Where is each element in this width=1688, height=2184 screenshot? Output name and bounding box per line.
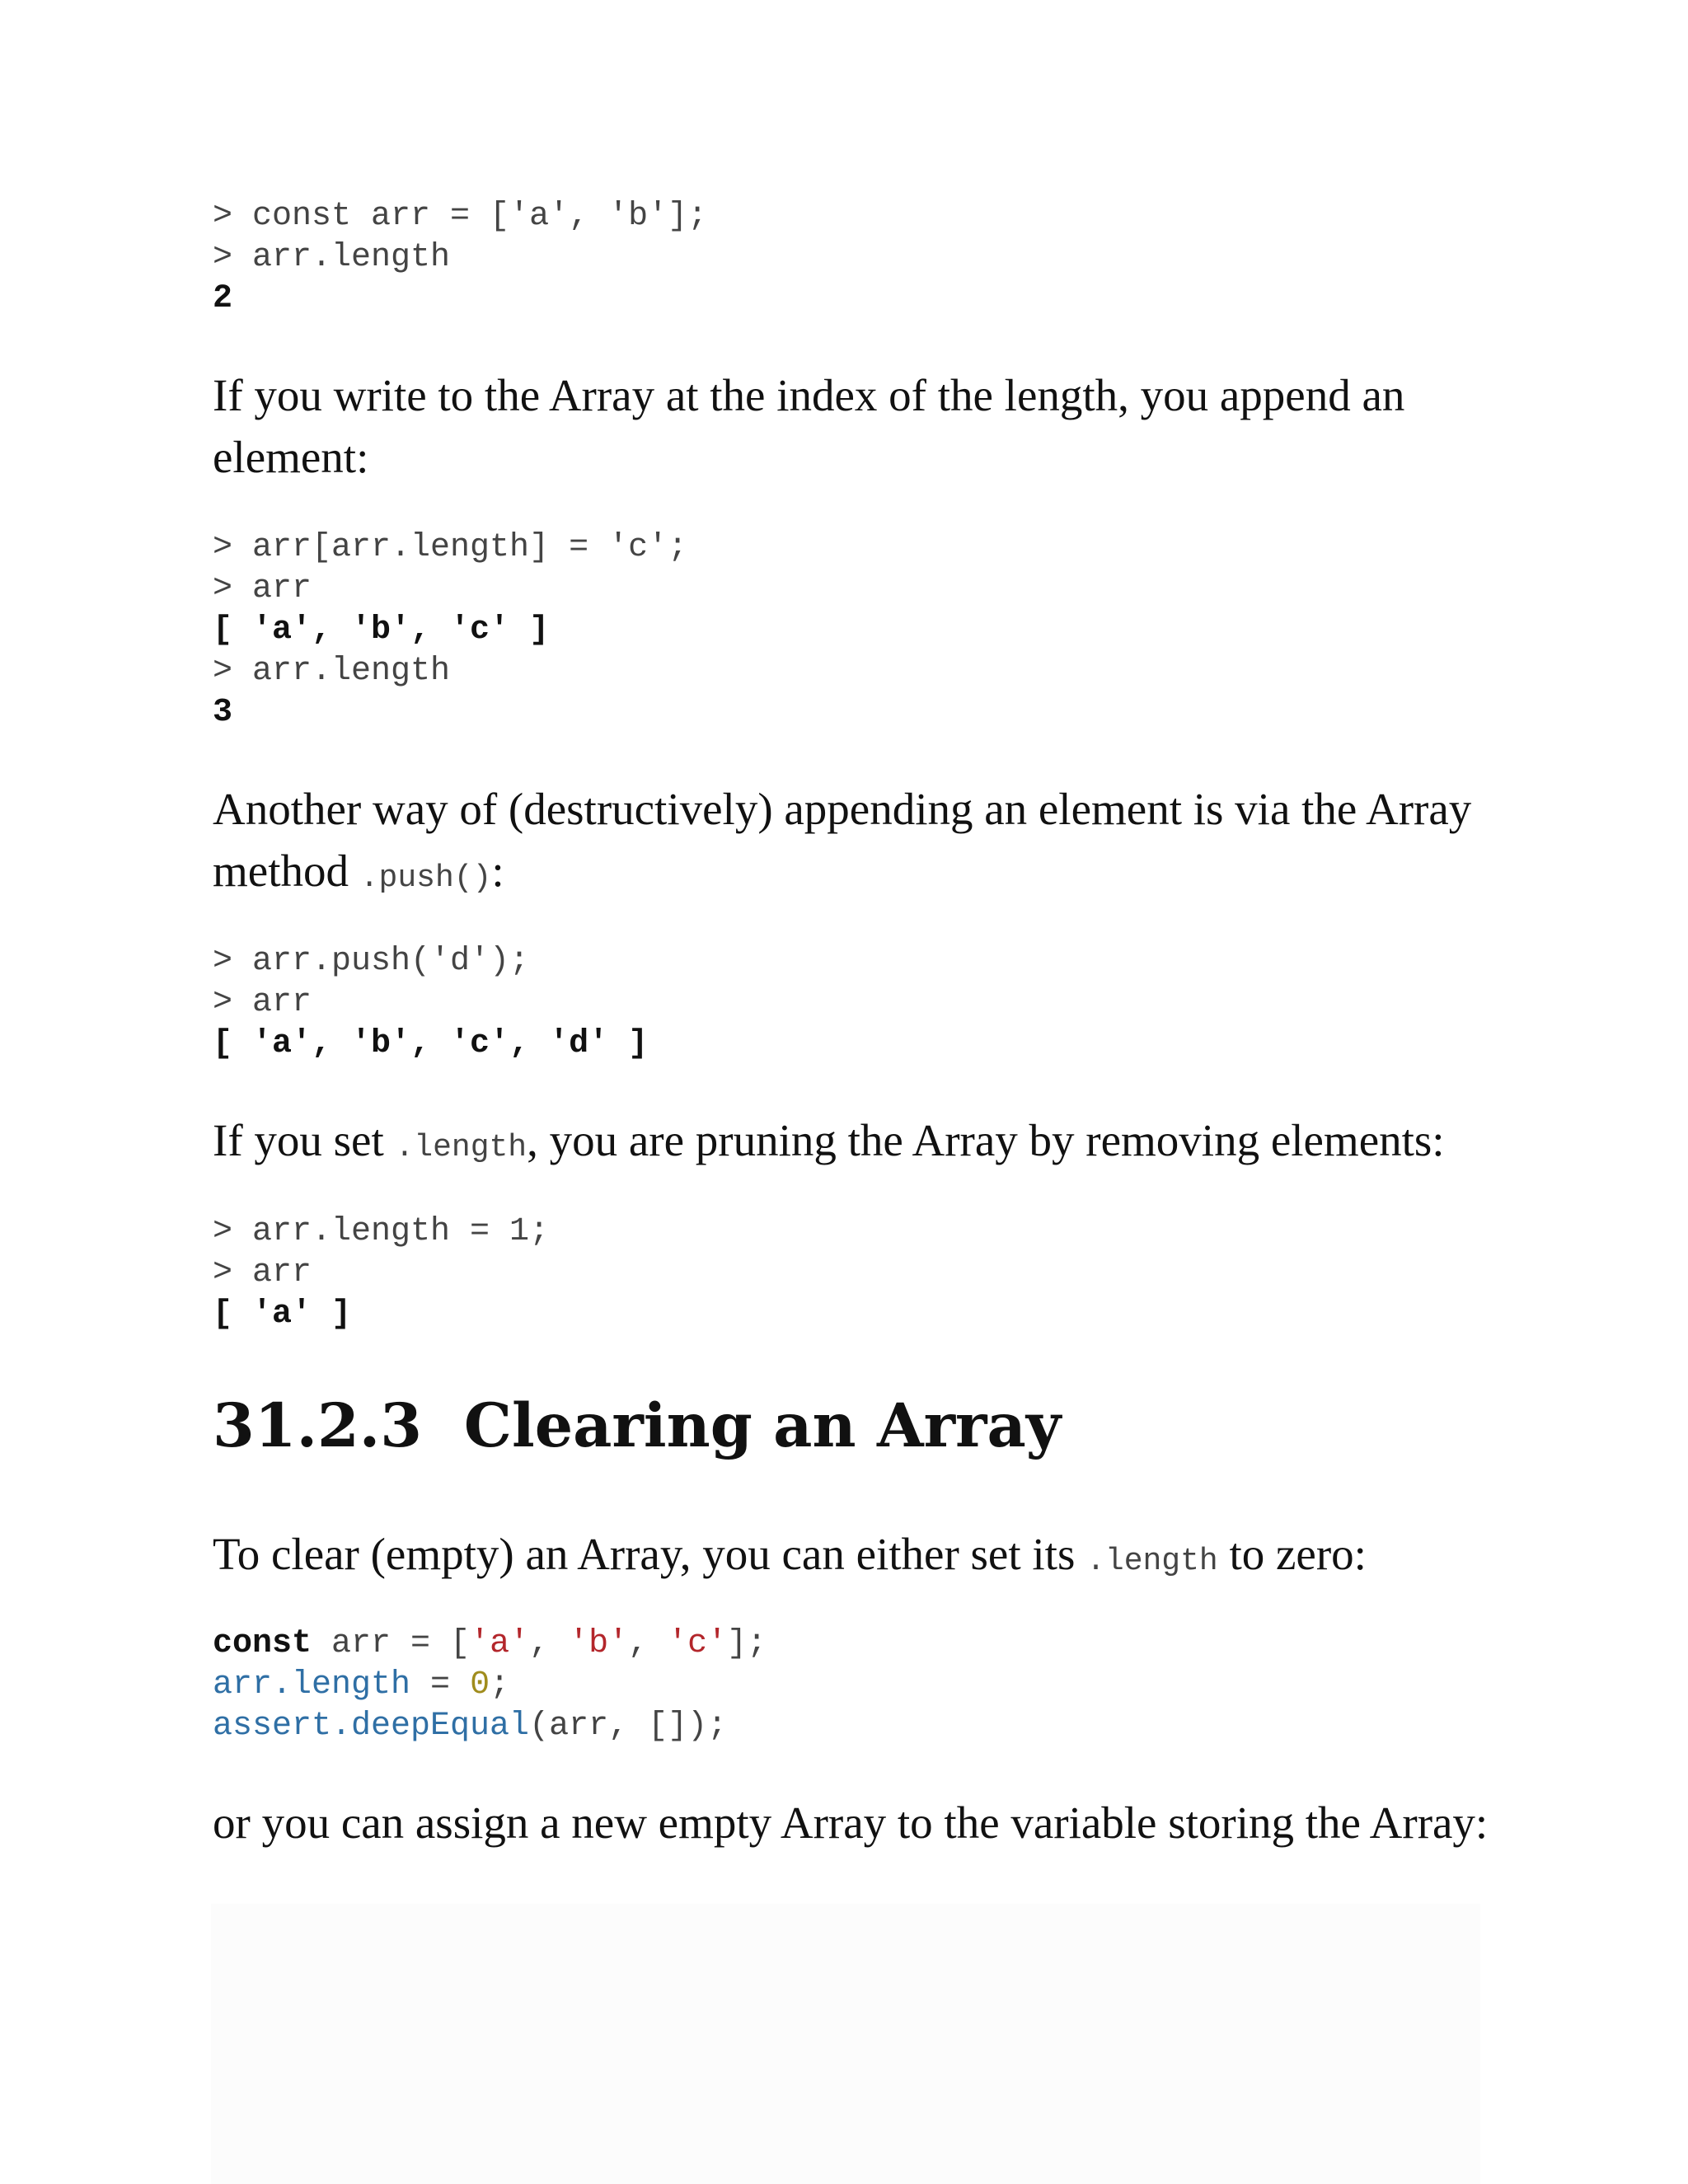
code-text: (arr, []); <box>529 1708 728 1745</box>
code-text: arr = [ <box>312 1625 471 1662</box>
code-line: > arr.push('d'); <box>213 943 530 980</box>
code-output: [ 'a', 'b', 'c' ] <box>213 612 550 649</box>
inline-code: .length <box>1086 1544 1218 1579</box>
code-string: 'a' <box>470 1625 530 1662</box>
code-line: > const arr = ['a', 'b']; <box>213 198 708 235</box>
code-line: > arr.length <box>213 239 451 276</box>
section-title: Clearing an Array <box>463 1390 1062 1461</box>
code-text: ]; <box>727 1625 767 1662</box>
code-output: [ 'a', 'b', 'c', 'd' ] <box>213 1025 649 1062</box>
code-block-background <box>211 1904 1480 2184</box>
section-number: 31.2.3 <box>213 1390 423 1461</box>
code-property: arr.length <box>213 1666 411 1704</box>
paragraph-text: To clear (empty) an Array, you can either set its <box>213 1529 1087 1579</box>
paragraph-text: : <box>491 846 504 896</box>
code-line: > arr <box>213 570 312 607</box>
code-output: 2 <box>213 280 233 317</box>
code-line: > arr[arr.length] = 'c'; <box>213 529 688 566</box>
paragraph-append-index: If you write to the Array at the index of the length, you append an element: <box>213 370 1405 482</box>
code-text: ; <box>490 1666 510 1704</box>
code-block-clear <box>213 1624 767 1747</box>
code-block-append-index <box>213 527 687 733</box>
code-property: assert.deepEqual <box>213 1708 530 1745</box>
paragraph-set-length <box>213 1109 1498 1179</box>
paragraph-assign-empty: or you can assign a new empty Array to the variable storing the Array: <box>213 1797 1489 1848</box>
code-string: 'c' <box>668 1625 728 1662</box>
section-heading <box>213 1385 1061 1467</box>
code-number: 0 <box>470 1666 490 1704</box>
paragraph-clear <box>213 1523 1498 1592</box>
code-line: > arr.length = 1; <box>213 1213 550 1250</box>
code-block-length <box>213 196 707 320</box>
code-line: > arr <box>213 1254 312 1291</box>
code-keyword: const <box>213 1625 312 1662</box>
code-text: , <box>628 1625 668 1662</box>
code-output: 3 <box>213 694 233 731</box>
code-string: 'b' <box>569 1625 629 1662</box>
code-text: = <box>410 1666 471 1704</box>
paragraph-text: Another way of (destructively) appending an element is via the Array method <box>213 784 1472 896</box>
code-line: > arr <box>213 984 312 1021</box>
code-block-prune <box>213 1212 549 1335</box>
paragraph-text: to zero: <box>1217 1529 1367 1579</box>
code-text: , <box>529 1625 570 1662</box>
inline-code: .length <box>395 1130 528 1165</box>
paragraph-text: , you are pruning the Array by removing elements: <box>527 1115 1445 1165</box>
paragraph-text: If you set <box>213 1115 396 1165</box>
code-block-push <box>213 941 648 1065</box>
paragraph-push <box>213 778 1498 909</box>
code-line: > arr.length <box>213 653 451 690</box>
code-output: [ 'a' ] <box>213 1296 352 1333</box>
inline-code: .push() <box>359 860 492 896</box>
